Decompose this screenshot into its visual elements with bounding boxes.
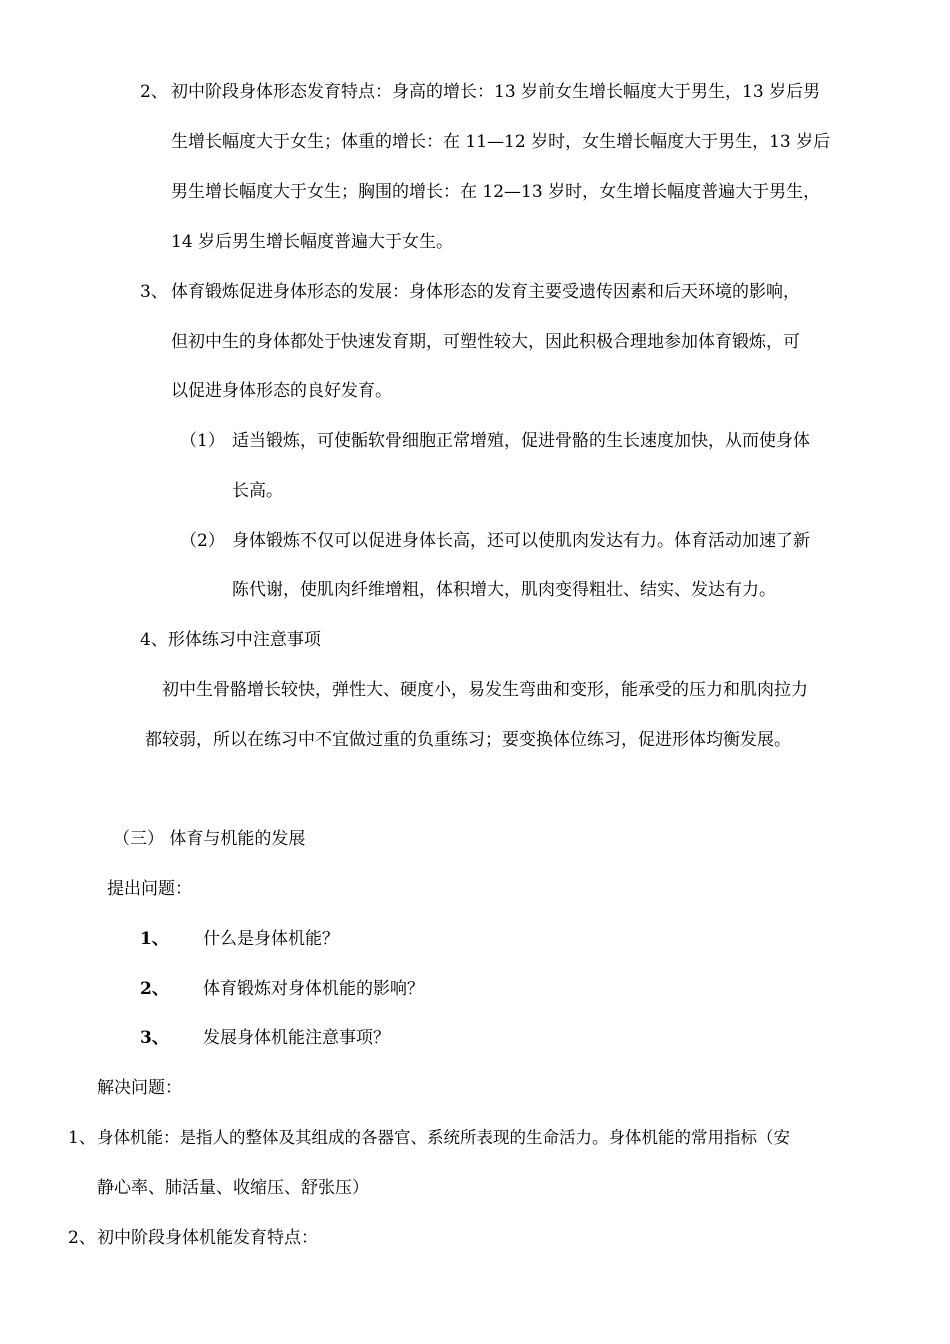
- answer1-number: 1、: [68, 1128, 96, 1148]
- section4-heading: 4、形体练习中注意事项: [140, 630, 321, 650]
- section3-sub1-line-1: 适当锻炼，可使骺软骨细胞正常增殖，促进骨骼的生长速度加快，从而使身体: [232, 431, 810, 451]
- section3-sub2-line-1: 身体锻炼不仅可以促进身体长高，还可以使肌肉发达有力。体育活动加速了新: [232, 531, 810, 551]
- section3-line-2: 但初中生的身体都处于快速发育期，可塑性较大，因此积极合理地参加体育锻炼，可: [171, 332, 800, 352]
- section3-sub1-number: （1）: [180, 431, 225, 451]
- section3-sub2-line-2: 陈代谢，使肌肉纤维增粗，体积增大，肌肉变得粗壮、结实、发达有力。: [232, 580, 776, 600]
- section3-number: 3、: [140, 282, 168, 302]
- questions-label: 提出问题：: [107, 879, 192, 899]
- section2-line-1: 初中阶段身体形态发育特点：身高的增长：13 岁前女生增长幅度大于男生，13 岁后男: [171, 82, 821, 102]
- part3-heading: （三） 体育与机能的发展: [113, 829, 306, 849]
- question-1-text: 什么是身体机能？: [203, 929, 339, 949]
- answer1-line-2: 静心率、肺活量、收缩压、舒张压）: [97, 1178, 369, 1198]
- answer1-line-1: 身体机能：是指人的整体及其组成的各器官、系统所表现的生命活力。身体机能的常用指标（安: [97, 1128, 790, 1147]
- question-2-text: 体育锻炼对身体机能的影响？: [203, 979, 424, 999]
- section4-line-2: 都较弱，所以在练习中不宜做过重的负重练习；要变换体位练习，促进形体均衡发展。: [145, 730, 791, 750]
- section2-number: 2、: [140, 82, 168, 102]
- answer2-line-1: 初中阶段身体机能发育特点：: [97, 1228, 318, 1248]
- section4-line-1: 初中生骨骼增长较快，弹性大、硬度小，易发生弯曲和变形，能承受的压力和肌肉拉力: [162, 680, 808, 700]
- section3-sub2-number: （2）: [180, 531, 225, 551]
- answer2-number: 2、: [68, 1228, 96, 1248]
- question-1-number: 1、: [140, 929, 169, 949]
- question-3-text: 发展身体机能注意事项？: [203, 1028, 390, 1048]
- question-2-number: 2、: [140, 979, 169, 999]
- section3-line-1: 体育锻炼促进身体形态的发展：身体形态的发育主要受遗传因素和后天环境的影响，: [171, 282, 800, 302]
- section2-line-2: 生增长幅度大于女生；体重的增长：在 11—12 岁时，女生增长幅度大于男生，13 岁后: [171, 132, 831, 152]
- section3-line-3: 以促进身体形态的良好发育。: [171, 381, 392, 401]
- question-3-number: 3、: [140, 1028, 169, 1048]
- section2-line-3: 男生增长幅度大于女生；胸围的增长：在 12—13 岁时，女生增长幅度普遍大于男生，: [171, 182, 821, 202]
- section2-line-4: 14 岁后男生增长幅度普遍大于女生。: [171, 232, 454, 252]
- answers-label: 解决问题：: [97, 1078, 182, 1098]
- section3-sub1-line-2: 长高。: [232, 481, 283, 501]
